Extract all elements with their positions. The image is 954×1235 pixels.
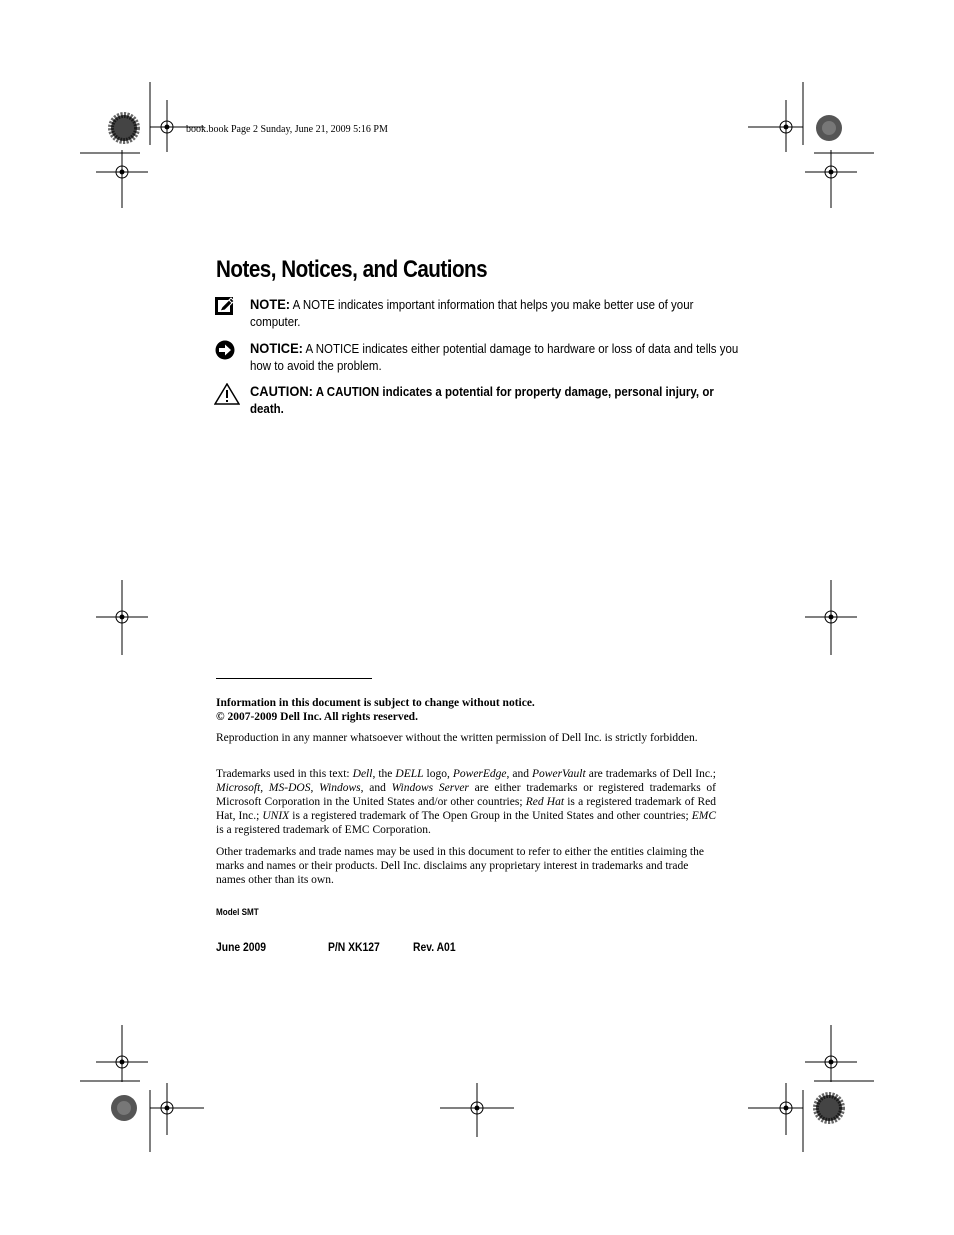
note-text: A NOTE indicates important information that helps you make better use of your computer. <box>250 298 694 329</box>
arrow-circle-icon <box>214 340 236 367</box>
copyright-line: © 2007-2009 Dell Inc. All rights reserved. <box>216 711 418 723</box>
starburst-mark-icon <box>816 115 842 141</box>
warning-triangle-icon <box>214 383 240 410</box>
footer-date: June 2009 <box>216 942 267 954</box>
caution-text: A CAUTION indicates a potential for property damage, personal injury, or death. <box>250 385 714 416</box>
footer-part-number: P/N XK127 <box>328 942 380 954</box>
footnote-rule <box>216 678 372 679</box>
starburst-mark-icon <box>816 1095 842 1121</box>
change-notice-line: Information in this document is subject to change without notice. <box>216 697 535 709</box>
page-title: Notes, Notices, and Cautions <box>216 256 488 283</box>
notice-block <box>214 340 739 375</box>
trademarks-paragraph: Trademarks used in this text: Dell, the DELL logo, PowerEdge, and PowerVault are trademarks of Dell Inc.; Microsoft, MS-DOS, Windows, and Windows Server are either trademarks or registered trademarks of Microsoft Corporation in the United States and/or other countries; Red Hat is a registered trademark of Red Hat, Inc.; UNIX is a registered trademark of The Open Group in the United States and other countries; EMC is a registered trademark of EMC Corporation. <box>216 768 717 836</box>
footer-revision: Rev. A01 <box>413 942 456 954</box>
pencil-note-icon <box>214 296 236 323</box>
change-notice <box>216 696 716 724</box>
notice-label: NOTICE: <box>250 340 303 356</box>
other-trademarks-paragraph: Other trademarks and trade names may be used in this document to refer to either the entities claiming the marks and names or their products. Dell Inc. disclaims any proprietary interest in trademarks and trade names other than its own. <box>216 846 704 886</box>
print-header: book.book Page 2 Sunday, June 21, 2009 5:16 PM <box>186 124 388 135</box>
notice-text: A NOTICE indicates either potential damage to hardware or loss of data and tells you how to avoid the problem. <box>250 342 739 373</box>
starburst-mark-icon <box>111 1095 137 1121</box>
caution-block <box>214 383 714 418</box>
caution-label: CAUTION: <box>250 383 313 399</box>
starburst-mark-icon <box>111 115 137 141</box>
note-label: NOTE: <box>250 296 291 312</box>
note-block <box>214 296 714 331</box>
model-number: Model SMT <box>216 907 259 917</box>
reproduction-paragraph: Reproduction in any manner whatsoever without the written permission of Dell Inc. is strictly forbidden. <box>216 732 698 744</box>
